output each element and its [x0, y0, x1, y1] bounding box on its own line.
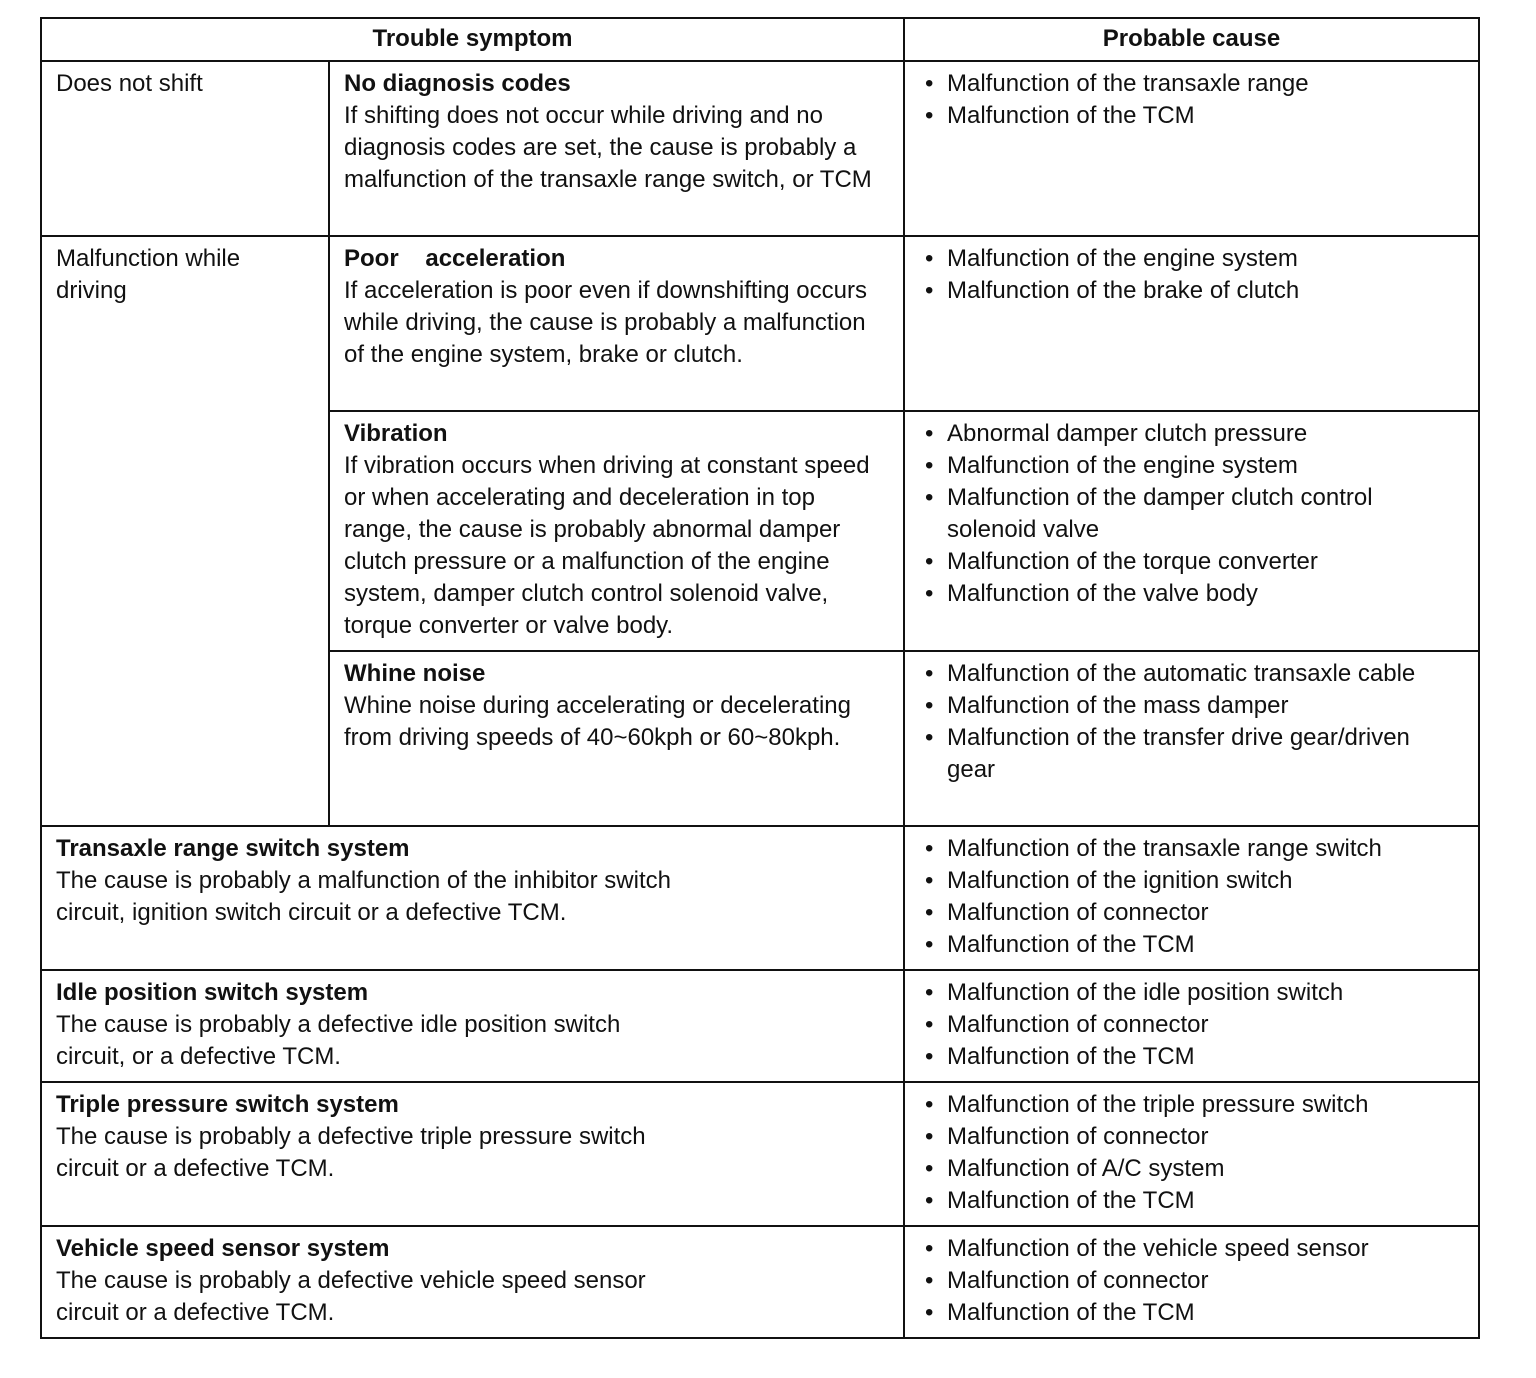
cause-list	[919, 658, 1464, 786]
symptom-cell	[329, 61, 904, 236]
cause-item: • Malfunction of the valve body	[919, 578, 1464, 610]
symptom-title: Triple pressure switch system	[56, 1091, 399, 1118]
symptom-desc: The cause is probably a defective idle position switch circuit, or a defective TCM.	[56, 1011, 621, 1070]
cause-list	[919, 68, 1464, 132]
symptom-desc: Whine noise during accelerating or decelerating from driving speeds of 40~60kph or 60~80kph.	[344, 692, 851, 751]
cause-list	[919, 1233, 1464, 1329]
symptom-desc: The cause is probably a malfunction of the inhibitor switch circuit, ignition switch circuit or a defective TCM.	[56, 867, 671, 926]
symptom-cell	[41, 1082, 904, 1226]
cause-item: • Malfunction of the vehicle speed sensor	[919, 1233, 1464, 1265]
cause-item: • Malfunction of connector	[919, 1009, 1464, 1041]
cause-cell	[904, 236, 1479, 411]
trouble-table	[40, 17, 1480, 1339]
symptom-desc: If shifting does not occur while driving and no diagnosis codes are set, the cause is probably a malfunction of the transaxle range switch, or TCM	[344, 102, 872, 193]
table-row	[41, 826, 1479, 970]
symptom-title: Vibration	[344, 420, 448, 447]
symptom-title: Poor acceleration	[344, 245, 566, 272]
cause-item: • Malfunction of the triple pressure switch	[919, 1089, 1464, 1121]
cause-header: Probable cause	[904, 18, 1479, 61]
cause-item: • Malfunction of connector	[919, 1265, 1464, 1297]
cause-item: • Malfunction of the damper clutch control solenoid valve	[919, 482, 1464, 546]
cause-cell	[904, 1226, 1479, 1338]
table-row	[41, 970, 1479, 1082]
symptom-title: Whine noise	[344, 660, 486, 687]
cause-item: • Malfunction of the idle position switch	[919, 977, 1464, 1009]
header-row	[41, 18, 1479, 61]
cause-item: • Malfunction of the engine system	[919, 450, 1464, 482]
cause-item: • Malfunction of the TCM	[919, 929, 1464, 961]
cause-item: • Malfunction of the mass damper	[919, 690, 1464, 722]
cause-item: • Malfunction of the ignition switch	[919, 865, 1464, 897]
group-label: Does not shift	[41, 61, 329, 236]
symptom-title: Transaxle range switch system	[56, 835, 410, 862]
cause-item: • Malfunction of the TCM	[919, 1297, 1464, 1329]
table-row	[41, 236, 1479, 411]
symptom-cell	[41, 1226, 904, 1338]
symptom-header: Trouble symptom	[41, 18, 904, 61]
cause-item: • Malfunction of the torque converter	[919, 546, 1464, 578]
symptom-desc: The cause is probably a defective triple pressure switch circuit or a defective TCM.	[56, 1123, 646, 1182]
symptom-title: Idle position switch system	[56, 979, 369, 1006]
table-row	[41, 1226, 1479, 1338]
symptom-title: Vehicle speed sensor system	[56, 1235, 390, 1262]
cause-list	[919, 243, 1464, 307]
cause-list	[919, 977, 1464, 1073]
cause-cell	[904, 826, 1479, 970]
cause-cell	[904, 61, 1479, 236]
cause-list	[919, 1089, 1464, 1217]
group-label: Malfunction while driving	[41, 236, 329, 826]
cause-item: • Malfunction of the transaxle range switch	[919, 833, 1464, 865]
cause-cell	[904, 970, 1479, 1082]
cause-item: • Abnormal damper clutch pressure	[919, 418, 1464, 450]
symptom-cell	[41, 826, 904, 970]
cause-cell	[904, 1082, 1479, 1226]
cause-item: • Malfunction of the transfer drive gear/driven gear	[919, 722, 1464, 786]
cause-cell	[904, 651, 1479, 826]
cause-list	[919, 418, 1464, 610]
cause-item: • Malfunction of the transaxle range	[919, 68, 1464, 100]
cause-list	[919, 833, 1464, 961]
symptom-title: No diagnosis codes	[344, 70, 571, 97]
symptom-cell	[41, 970, 904, 1082]
cause-item: • Malfunction of A/C system	[919, 1153, 1464, 1185]
cause-item: • Malfunction of connector	[919, 1121, 1464, 1153]
cause-cell	[904, 411, 1479, 651]
symptom-cell	[329, 236, 904, 411]
symptom-desc: If vibration occurs when driving at constant speed or when accelerating and deceleration in top range, the cause is probably abnormal damper clutch pressure or a malfunction of the engine system, damper clutch control solenoid valve, torque converter or valve body.	[344, 452, 870, 639]
cause-item: • Malfunction of connector	[919, 897, 1464, 929]
symptom-desc: If acceleration is poor even if downshifting occurs while driving, the cause is probably a malfunction of the engine system, brake or clutch.	[344, 277, 867, 368]
cause-item: • Malfunction of the brake of clutch	[919, 275, 1464, 307]
cause-item: • Malfunction of the engine system	[919, 243, 1464, 275]
symptom-cell	[329, 411, 904, 651]
cause-item: • Malfunction of the TCM	[919, 1185, 1464, 1217]
cause-item: • Malfunction of the TCM	[919, 1041, 1464, 1073]
symptom-desc: The cause is probably a defective vehicle speed sensor circuit or a defective TCM.	[56, 1267, 646, 1326]
cause-item: • Malfunction of the automatic transaxle cable	[919, 658, 1464, 690]
cause-item: • Malfunction of the TCM	[919, 100, 1464, 132]
table-row	[41, 61, 1479, 236]
table-row	[41, 1082, 1479, 1226]
symptom-cell	[329, 651, 904, 826]
